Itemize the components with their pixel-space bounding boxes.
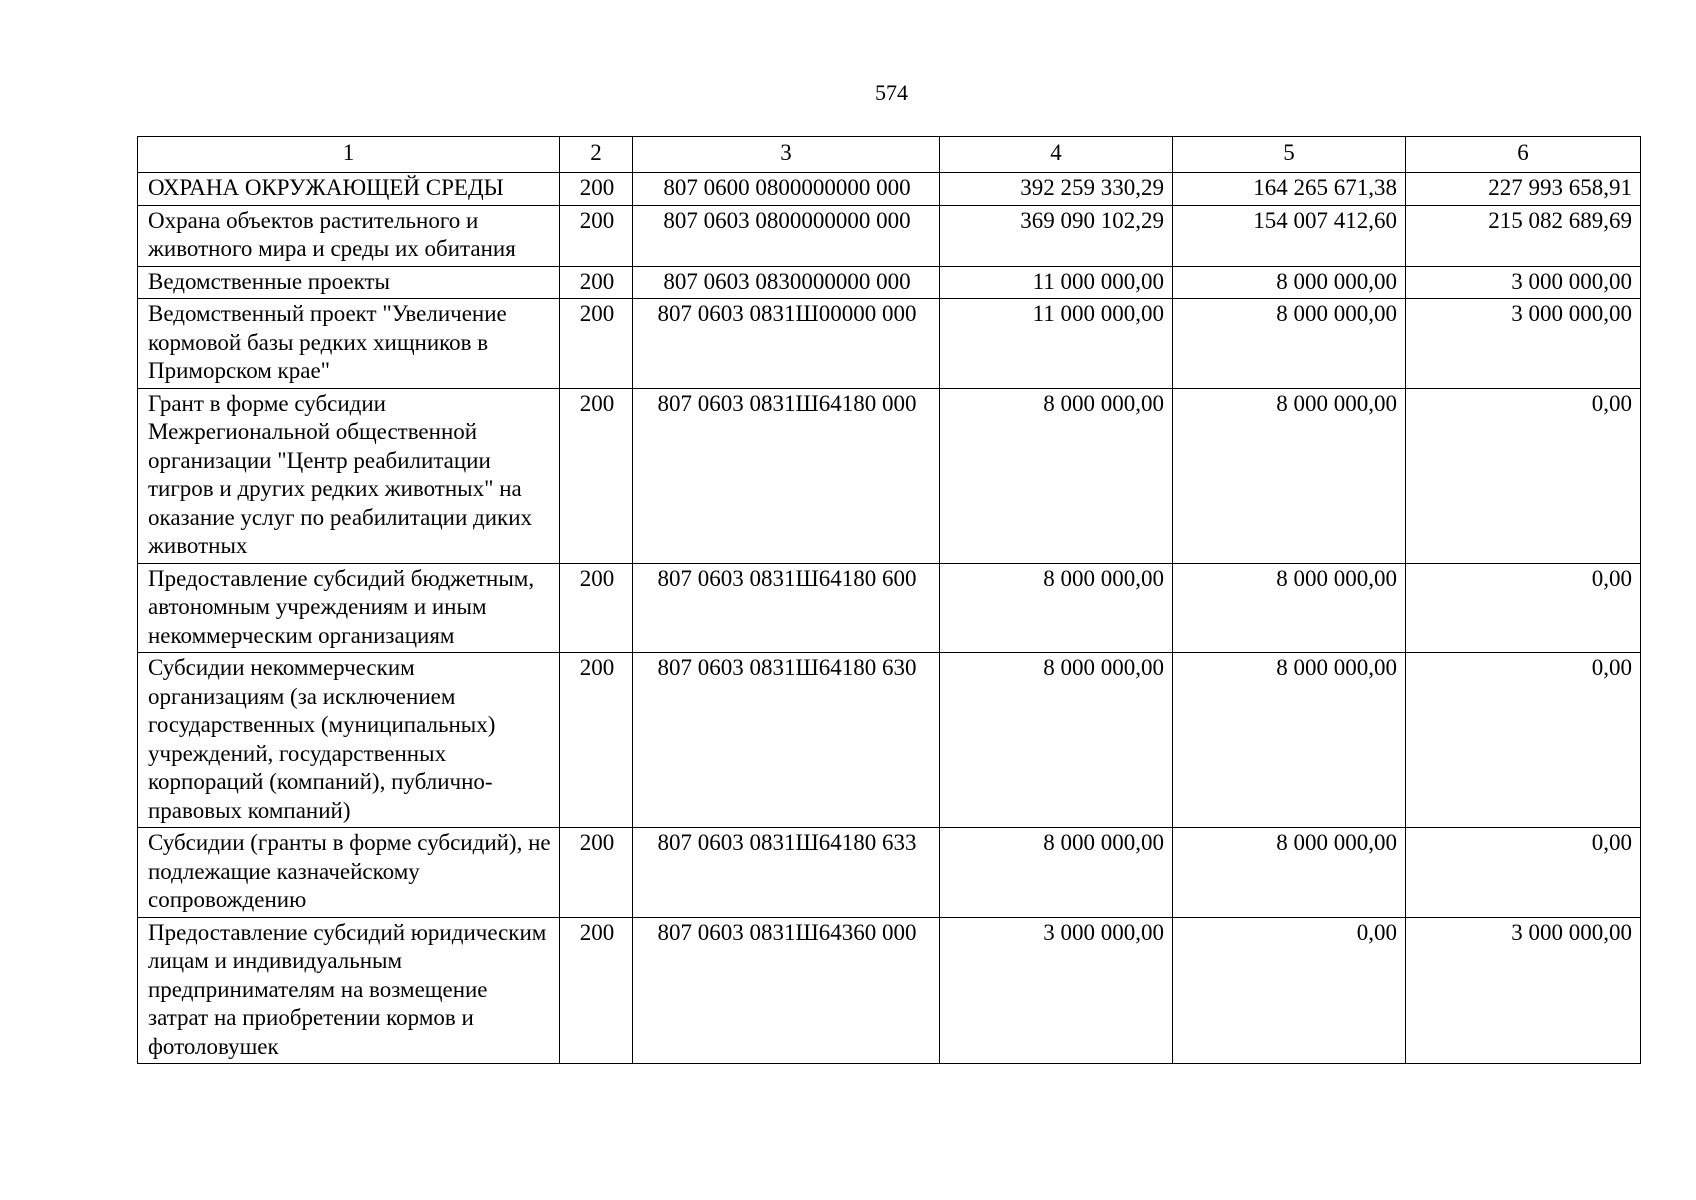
row-col4-cell: 369 090 102,29 [940,205,1173,266]
row-col5-cell: 8 000 000,00 [1173,563,1406,653]
row-col6-cell: 0,00 [1406,563,1641,653]
row-code-cell: 200 [560,828,633,918]
row-col6-cell: 215 082 689,69 [1406,205,1641,266]
header-cell: 1 [138,137,560,173]
table-row [138,563,1641,653]
page-number: 574 [875,80,908,105]
header-row [138,137,1641,173]
row-col5-cell: 154 007 412,60 [1173,205,1406,266]
row-col6-cell: 0,00 [1406,388,1641,563]
row-code-cell: 200 [560,266,633,299]
row-code-cell: 200 [560,917,633,1064]
row-col4-cell: 3 000 000,00 [940,917,1173,1064]
row-col5-cell: 0,00 [1173,917,1406,1064]
row-name-cell: Грант в форме субсидии Межрегиональной общественной организации "Центр реабилитации тигров и других редких животных" на оказание услуг по реабилитации диких животных [138,388,560,563]
row-code-cell: 200 [560,388,633,563]
table-row [138,266,1641,299]
table-row [138,173,1641,206]
row-name-cell: Ведомственные проекты [138,266,560,299]
row-col4-cell: 8 000 000,00 [940,388,1173,563]
row-code-cell: 200 [560,299,633,389]
table-row [138,917,1641,1064]
row-kbk-cell: 807 0603 0831Ш00000 000 [633,299,940,389]
row-name-cell: Ведомственный проект "Увеличение кормовой базы редких хищников в Приморском крае" [138,299,560,389]
row-name-cell: Охрана объектов растительного и животного мира и среды их обитания [138,205,560,266]
header-cell: 3 [633,137,940,173]
header-cell: 4 [940,137,1173,173]
row-col5-cell: 8 000 000,00 [1173,388,1406,563]
row-col5-cell: 8 000 000,00 [1173,828,1406,918]
row-name-cell: Предоставление субсидий юридическим лицам и индивидуальным предпринимателям на возмещение затрат на приобретении кормов и фотоловушек [138,917,560,1064]
row-col4-cell: 8 000 000,00 [940,563,1173,653]
row-code-cell: 200 [560,563,633,653]
table-row [138,388,1641,563]
row-kbk-cell: 807 0603 0831Ш64180 000 [633,388,940,563]
row-col5-cell: 164 265 671,38 [1173,173,1406,206]
header-cell: 6 [1406,137,1641,173]
row-kbk-cell: 807 0600 0800000000 000 [633,173,940,206]
row-col4-cell: 11 000 000,00 [940,299,1173,389]
row-kbk-cell: 807 0603 0830000000 000 [633,266,940,299]
header-cell: 5 [1173,137,1406,173]
row-code-cell: 200 [560,173,633,206]
budget-table [137,136,1641,1064]
table-row [138,653,1641,828]
header-cell: 2 [560,137,633,173]
row-kbk-cell: 807 0603 0831Ш64180 600 [633,563,940,653]
row-name-cell: Предоставление субсидий бюджетным, автономным учреждениям и иным некоммерческим организациям [138,563,560,653]
row-kbk-cell: 807 0603 0831Ш64360 000 [633,917,940,1064]
row-name-cell: Субсидии некоммерческим организациям (за исключением государственных (муниципальных) учреждений, государственных корпораций (компаний), публично-правовых компаний) [138,653,560,828]
table-row [138,205,1641,266]
row-col6-cell: 0,00 [1406,828,1641,918]
row-col6-cell: 227 993 658,91 [1406,173,1641,206]
row-name-cell: Субсидии (гранты в форме субсидий), не подлежащие казначейскому сопровождению [138,828,560,918]
row-col5-cell: 8 000 000,00 [1173,299,1406,389]
row-col6-cell: 3 000 000,00 [1406,917,1641,1064]
row-code-cell: 200 [560,653,633,828]
row-kbk-cell: 807 0603 0831Ш64180 633 [633,828,940,918]
table-row [138,828,1641,918]
row-col5-cell: 8 000 000,00 [1173,266,1406,299]
row-col6-cell: 0,00 [1406,653,1641,828]
row-col5-cell: 8 000 000,00 [1173,653,1406,828]
row-kbk-cell: 807 0603 0800000000 000 [633,205,940,266]
row-col6-cell: 3 000 000,00 [1406,299,1641,389]
row-col4-cell: 392 259 330,29 [940,173,1173,206]
row-col4-cell: 8 000 000,00 [940,653,1173,828]
row-col4-cell: 8 000 000,00 [940,828,1173,918]
row-kbk-cell: 807 0603 0831Ш64180 630 [633,653,940,828]
row-col4-cell: 11 000 000,00 [940,266,1173,299]
row-col6-cell: 3 000 000,00 [1406,266,1641,299]
table-row [138,299,1641,389]
row-name-cell: ОХРАНА ОКРУЖАЮЩЕЙ СРЕДЫ [138,173,560,206]
row-code-cell: 200 [560,205,633,266]
